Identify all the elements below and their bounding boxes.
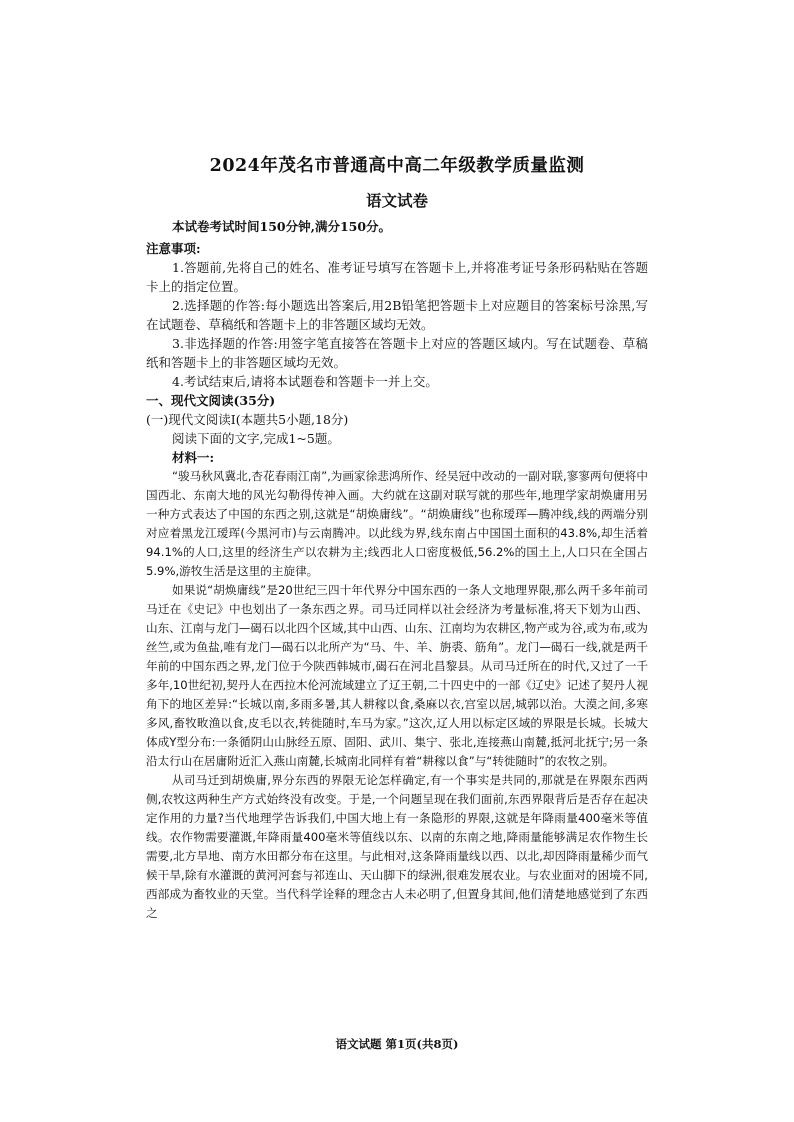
section-title: 一、现代文阅读(35分) bbox=[146, 393, 276, 408]
passage-paragraph: 从司马迁到胡焕庸,界分东西的界限无论怎样确定,有一个事实是共同的,那就是在界限东西两侧,农牧这两种生产方式始终没有改变。于是,一个问题呈现在我们面前,东西界限背后是否存在起决定作用的力量?当代地理学告诉我们,中国大地上有一条隐形的界限,这就是年降雨量400毫米等值线。农作物需要灌溉,年降雨量400毫米等值线以东、以南的东南之地,降雨量能够满足农作物生长需要,北方旱地、南方水田都分布在这里。与此相对,这条降雨量线以西、以北,却因降雨量稀少而气候干旱,除有水灌溉的黄河河套与祁连山、天山脚下的绿洲,很难发展农业。与农业面对的困境不同,西部成为畜牧业的天堂。当代科学诠释的理念古人未必明了,但置身其间,他们清楚地感觉到了东西之 bbox=[146, 773, 648, 920]
note-item: 3.非选择题的作答:用签字笔直接答在答题卡上对应的答题区域内。写在试题卷、草稿纸和答题卡上的非答题区域均无效。 bbox=[146, 336, 648, 370]
notes-heading: 注意事项: bbox=[146, 241, 201, 256]
note-item: 2.选择题的作答:每小题选出答案后,用2B铅笔把答题卡上对应题目的答案标号涂黑,写在试题卷、草稿纸和答题卡上的非答题区域均无效。 bbox=[146, 298, 648, 332]
passage-paragraph: “骏马秋风冀北,杏花春雨江南”,为画家徐悲鸿所作、经吴冠中改动的一副对联,寥寥两句便将中国西北、东南大地的风光勾勒得传神入画。大约就在这副对联写就的那些年,地理学家胡焕庸用另一种方式表达了中国的东西之别,这就是“胡焕庸线”。“胡焕庸线”也称瑷珲—腾冲线,线的两端分别对应着黑龙江瑷珲(今黑河市)与云南腾冲。以此线为界,线东南占中国国土面积的43.8%,却生活着94.1%的人口,这里的经济生产以农耕为主;线西北人口密度极低,56.2%的国土上,人口只在全国占5.9%,游牧生活是这里的主旋律。 bbox=[146, 469, 648, 578]
page-footer: 语文试题 第1页(共8页) bbox=[335, 1037, 459, 1051]
exam-title: 2024年茂名市普通高中高二年级教学质量监测 bbox=[209, 156, 585, 176]
section-instruction: 阅读下面的文字,完成1~5题。 bbox=[172, 431, 340, 446]
note-item: 4.考试结束后,请将本试题卷和答题卡一并上交。 bbox=[172, 374, 438, 389]
sub-section-title: (一)现代文阅读Ⅰ(本题共5小题,18分) bbox=[146, 412, 349, 427]
passage-paragraph: 如果说“胡焕庸线”是20世纪三四十年代界分中国东西的一条人文地理界限,那么两千多年前司马迁在《史记》中也划出了一条东西之界。司马迁同样以社会经济为考量标准,将天下划为山西、山东、江南与龙门—碣石以北四个区域,其中山西、山东、江南均为农耕区,物产或为谷,或为布,或为丝竺,或为鱼盐,唯有龙门—碣石以北所产为“马、牛、羊、旃裘、筋角”。龙门—碣石一线,就是两千年前的中国东西之界,龙门位于今陕西韩城市,碣石在河北昌黎县。从司马迁所在的时代,又过了一千多年,10世纪初,契丹人在西拉木伦河流域建立了辽王朝,二十四史中的一部《辽史》记述了契丹人视角下的地区差异:“长城以南,多雨多暑,其人耕稼以食,桑麻以衣,宫室以居,城郭以治。大漠之间,多寒多风,畜牧畋渔以食,皮毛以衣,转徙随时,车马为家。”这次,辽人用以标定区域的界限是长城。长城大体成Y型分布:一条循阴山山脉经五原、固阳、武川、集宁、张北,连接燕山南麓,抵河北抚宁;另一条沿太行山在居庸附近汇入燕山南麓,长城南北同样有着“耕稼以食”与“转徙随时”的农牧之别。 bbox=[146, 583, 648, 768]
material-label: 材料一: bbox=[172, 450, 215, 465]
exam-info: 本试卷考试时间150分钟,满分150分。 bbox=[172, 219, 392, 234]
exam-subject: 语文试卷 bbox=[365, 191, 428, 210]
reading-section bbox=[146, 391, 648, 923]
note-item: 1.答题前,先将自己的姓名、准考证号填写在答题卡上,并将准考证号条形码粘贴在答题卡上的指定位置。 bbox=[146, 260, 648, 294]
notes-block bbox=[146, 239, 648, 391]
